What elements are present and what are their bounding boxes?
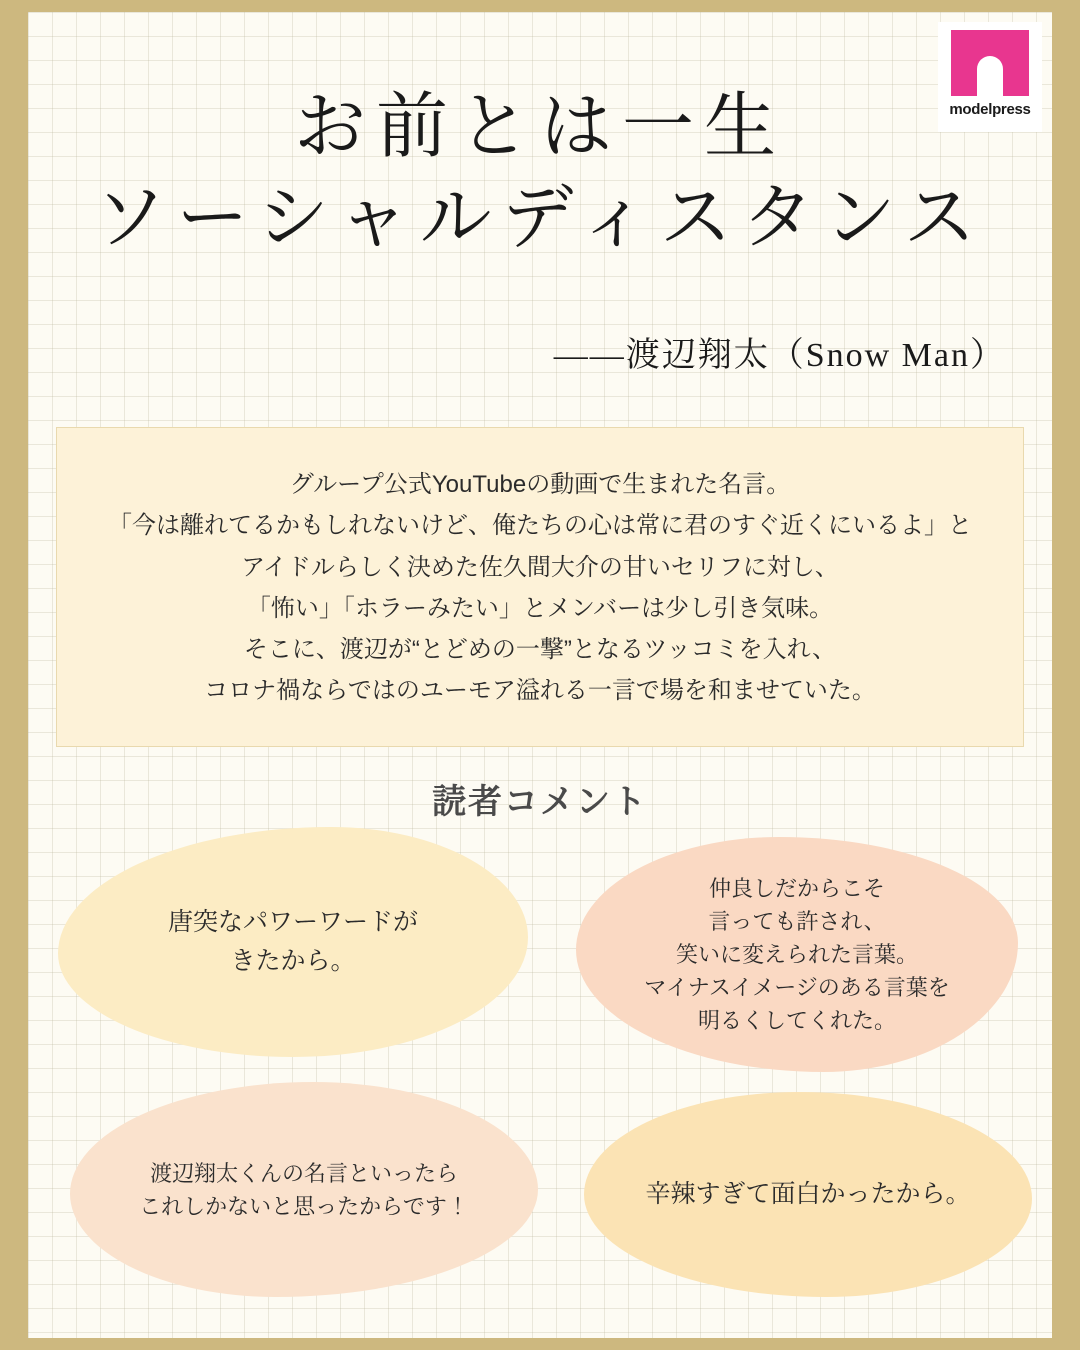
- comment-text: 仲良しだからこそ 言っても許され、 笑いに変えられた言葉。 マイナスイメージのある言葉を 明るくしてくれた。: [644, 876, 950, 1033]
- logo-text: modelpress: [949, 101, 1031, 118]
- paper-surface: [28, 12, 1052, 1338]
- description-line: コロナ禍ならではのユーモア溢れる一言で場を和ませていた。: [204, 677, 876, 705]
- description-line: 「今は離れてるかもしれないけど、俺たちの心は常に君のすぐ近くにいるよ」と: [108, 512, 972, 540]
- reader-comment-4: [584, 1092, 1032, 1297]
- quote-attribution: ――渡辺翔太（Snow Man）: [553, 337, 1006, 374]
- reader-comment-2: [576, 837, 1018, 1072]
- description-line: そこに、渡辺が“とどめの一撃”となるツッコミを入れ、: [243, 636, 837, 664]
- description-line: グループ公式YouTubeの動画で生まれた名言。: [289, 471, 791, 498]
- reader-comment-3: [70, 1082, 538, 1297]
- page-title: [28, 86, 1052, 261]
- description-line: アイドルらしく決めた佐久間大介の甘いセリフに対し、: [241, 553, 839, 581]
- reader-comment-1: [58, 827, 528, 1057]
- description-box: [56, 427, 1024, 747]
- description-line: 「怖い」「ホラーみたい」とメンバーは少し引き気味。: [246, 594, 834, 622]
- comment-text: 辛辣すぎて面白かったから。: [645, 1180, 971, 1209]
- headline-line-1: お前とは一生: [293, 87, 786, 167]
- comments-section-title: 読者コメント: [432, 783, 648, 821]
- comment-text: 唐突なパワーワードが きたから。: [167, 908, 418, 975]
- headline-line-2: ソーシャルディスタンス: [94, 177, 986, 258]
- comment-text: 渡辺翔太くんの名言といったら これしかないと思ったからです！: [139, 1160, 469, 1219]
